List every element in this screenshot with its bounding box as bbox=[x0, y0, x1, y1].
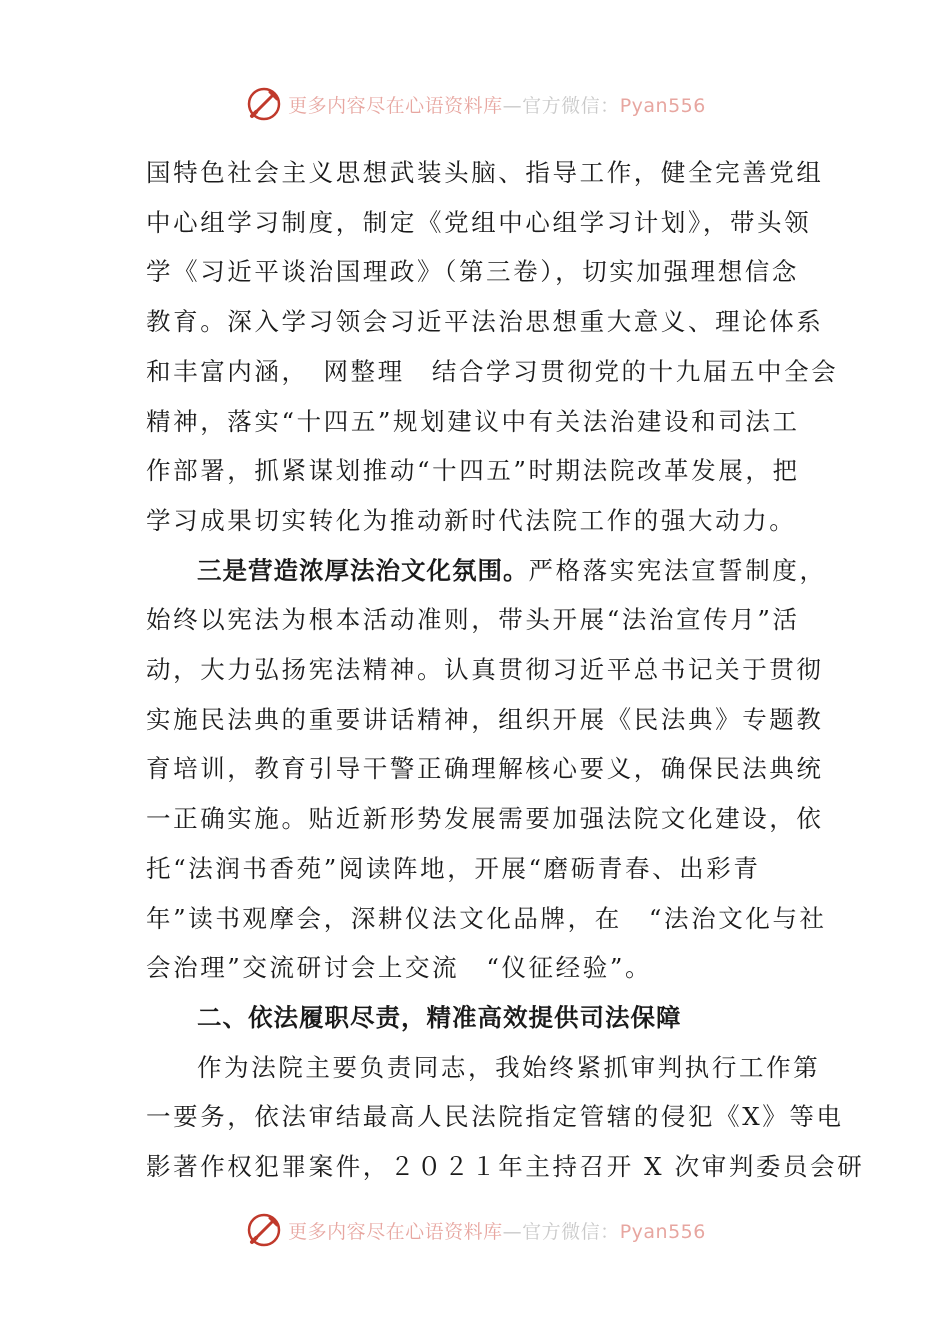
text-line: 一正确实施。贴近新形势发展需要加强法院文化建设，依 bbox=[146, 804, 824, 834]
text-line: 会治理”交流研讨会上交流 “仪征经验”。 bbox=[146, 953, 653, 983]
text-line: 学习成果切实转化为推动新时代法院工作的强大动力。 bbox=[146, 505, 797, 535]
pen-logo-icon bbox=[244, 84, 284, 124]
text-line: 学《习近平谈治国理政》（第三卷），切实加强理想信念 bbox=[146, 257, 799, 287]
text-line: 育培训，教育引导干警正确理解核心要义，确保民法典统 bbox=[146, 754, 824, 784]
watermark-banner-top bbox=[0, 82, 950, 126]
text-line: 国特色社会主义思想武装头脑、指导工作，健全完善党组 bbox=[146, 158, 824, 187]
paragraph-2-first-text: 严格落实宪法宣誓制度， bbox=[528, 555, 827, 585]
watermark-wechat-id: Pyan556 bbox=[619, 1220, 706, 1243]
watermark-site-name: 更多内容尽在心语资料库 bbox=[288, 94, 503, 117]
pen-logo-icon bbox=[244, 1210, 284, 1250]
paragraph-3 bbox=[146, 1043, 865, 1192]
paragraph-2 bbox=[146, 546, 827, 993]
text-line: 教育。深入学习领会习近平法治思想重大意义、理论体系 bbox=[146, 307, 824, 337]
text-line: 和丰富内涵， 网整理 结合学习贯彻党的十九届五中全会 bbox=[146, 356, 839, 386]
text-line: 托“法润书香苑”阅读阵地，开展“磨砺青春、出彩青 bbox=[146, 853, 761, 883]
watermark-wechat-label: —官方微信： bbox=[502, 1220, 620, 1243]
text-line: 动，大力弘扬宪法精神。认真贯彻习近平总书记关于贯彻 bbox=[146, 655, 824, 685]
watermark-wechat-label: —官方微信： bbox=[502, 94, 620, 117]
watermark-text bbox=[288, 1217, 706, 1244]
watermark-banner-bottom bbox=[0, 1208, 950, 1252]
text-line: 作部署，抓紧谋划推动“十四五”时期法院改革发展，把 bbox=[146, 456, 800, 486]
paragraph-2-lead: 三是营造浓厚法治文化氛围。 bbox=[197, 555, 529, 585]
text-line: 始终以宪法为根本活动准则，带头开展“法治宣传月”活 bbox=[146, 605, 800, 635]
text-line-first bbox=[146, 546, 827, 596]
document-body bbox=[146, 148, 865, 1192]
text-line: 年”读书观摩会，深耕仪法文化品牌，在 “法治文化与社 bbox=[146, 903, 827, 933]
paragraph-1 bbox=[146, 148, 839, 546]
section-heading: 二、依法履职尽责，精准高效提供司法保障 bbox=[197, 1002, 682, 1032]
text-line: 影著作权犯罪案件，２０２１年主持召开 X 次审判委员会研 bbox=[146, 1152, 865, 1182]
watermark-text bbox=[288, 91, 706, 118]
text-line: 精神，落实“十四五”规划建议中有关法治建设和司法工 bbox=[146, 406, 800, 436]
text-line: 一要务，依法审结最高人民法院指定管辖的侵犯《X》等电 bbox=[146, 1102, 844, 1132]
text-line-first: 作为法院主要负责同志，我始终紧抓审判执行工作第 bbox=[197, 1052, 821, 1082]
text-line: 中心组学习制度，制定《党组中心组学习计划》，带头领 bbox=[146, 207, 812, 237]
watermark-wechat-id: Pyan556 bbox=[619, 94, 706, 117]
text-line: 实施民法典的重要讲话精神，组织开展《民法典》专题教 bbox=[146, 704, 824, 734]
watermark-site-name: 更多内容尽在心语资料库 bbox=[288, 1220, 503, 1243]
